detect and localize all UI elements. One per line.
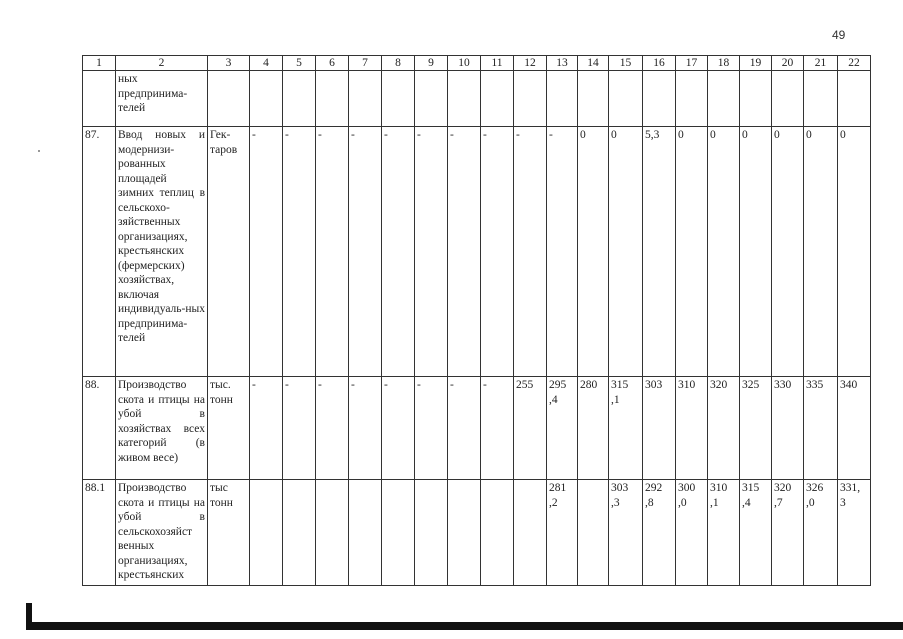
value-cell [316,71,349,127]
value-cell: - [283,377,316,480]
value-cell [415,480,448,586]
value-cell: - [316,377,349,480]
value-cell: - [481,377,514,480]
column-header: 11 [481,56,514,71]
value-cell [804,71,838,127]
data-table [82,55,871,586]
column-header: 7 [349,56,382,71]
row-number-cell [83,71,116,127]
column-header: 2 [116,56,208,71]
value-cell: 303 ,3 [609,480,643,586]
value-cell: 320 ,7 [772,480,804,586]
value-cell [609,71,643,127]
value-cell [643,71,676,127]
value-cell [250,480,283,586]
value-cell [349,480,382,586]
unit-cell: тыс тонн [208,480,250,586]
column-header: 19 [740,56,772,71]
value-cell: 310 [676,377,708,480]
value-cell: 0 [609,127,643,377]
table-row [83,127,871,377]
column-header: 17 [676,56,708,71]
value-cell: - [283,127,316,377]
column-header: 9 [415,56,448,71]
indicator-description-cell: Производство скота и птицы на убой в сельскохозяйст венных организациях, крестьянских [116,480,208,586]
value-cell: 292 ,8 [643,480,676,586]
value-cell: 315 ,4 [740,480,772,586]
value-cell: - [250,377,283,480]
value-cell [708,71,740,127]
value-cell [283,71,316,127]
table-row [83,71,871,127]
value-cell [448,71,481,127]
value-cell [676,71,708,127]
page-number: 49 [832,28,846,42]
row-number-cell: 88. [83,377,116,480]
value-cell: 0 [676,127,708,377]
value-cell [481,71,514,127]
value-cell: - [250,127,283,377]
column-header: 12 [514,56,547,71]
table-row [83,377,871,480]
value-cell [481,480,514,586]
value-cell [578,480,609,586]
value-cell [349,71,382,127]
value-cell: 330 [772,377,804,480]
value-cell: 303 [643,377,676,480]
value-cell: 0 [772,127,804,377]
scan-speck [38,150,40,152]
row-number-cell: 88.1 [83,480,116,586]
column-header: 6 [316,56,349,71]
value-cell: - [382,127,415,377]
value-cell: - [448,127,481,377]
scan-edge-bottom [26,622,903,630]
column-header: 16 [643,56,676,71]
column-header: 18 [708,56,740,71]
column-header: 5 [283,56,316,71]
column-header: 10 [448,56,481,71]
value-cell: 0 [708,127,740,377]
value-cell: - [448,377,481,480]
value-cell [514,480,547,586]
column-header: 15 [609,56,643,71]
value-cell: 0 [740,127,772,377]
value-cell [415,71,448,127]
value-cell [838,71,871,127]
value-cell [514,71,547,127]
value-cell: 325 [740,377,772,480]
value-cell: 300 ,0 [676,480,708,586]
value-cell: 295 ,4 [547,377,578,480]
column-header: 4 [250,56,283,71]
value-cell: 331, 3 [838,480,871,586]
value-cell: 5,3 [643,127,676,377]
value-cell: 281 ,2 [547,480,578,586]
unit-cell: тыс. тонн [208,377,250,480]
column-header: 1 [83,56,116,71]
value-cell: 310 ,1 [708,480,740,586]
value-cell: - [382,377,415,480]
value-cell [283,480,316,586]
value-cell: - [514,127,547,377]
column-header: 8 [382,56,415,71]
indicator-description-cell: Ввод новых и модернизи-рованных площадей зимних теплиц в сельскохо-зяйственных организациях, крестьянских (фермерских) хозяйствах, включая индивидуаль-ных предпринима-телей [116,127,208,377]
value-cell: 0 [578,127,609,377]
value-cell [382,480,415,586]
value-cell [382,71,415,127]
column-header: 14 [578,56,609,71]
value-cell: 326 ,0 [804,480,838,586]
value-cell [250,71,283,127]
table-row [83,480,871,586]
value-cell: 335 [804,377,838,480]
value-cell [740,71,772,127]
value-cell: 315 ,1 [609,377,643,480]
value-cell [448,480,481,586]
column-header: 21 [804,56,838,71]
value-cell: 0 [804,127,838,377]
value-cell: - [349,127,382,377]
indicator-description-cell: Производство скота и птицы на убой в хозяйствах всех категорий (в живом весе) [116,377,208,480]
value-cell: - [481,127,514,377]
row-number-cell: 87. [83,127,116,377]
value-cell: - [415,127,448,377]
value-cell: 0 [838,127,871,377]
column-header: 13 [547,56,578,71]
value-cell [547,71,578,127]
value-cell: - [349,377,382,480]
column-header: 20 [772,56,804,71]
value-cell [772,71,804,127]
value-cell: 340 [838,377,871,480]
table-header-row [83,56,871,71]
value-cell: 320 [708,377,740,480]
value-cell: 255 [514,377,547,480]
value-cell [316,480,349,586]
unit-cell [208,71,250,127]
column-header: 22 [838,56,871,71]
value-cell: - [547,127,578,377]
value-cell [578,71,609,127]
unit-cell: Гек-таров [208,127,250,377]
value-cell: 280 [578,377,609,480]
indicator-description-cell: ных предпринима- телей [116,71,208,127]
column-header: 3 [208,56,250,71]
value-cell: - [316,127,349,377]
value-cell: - [415,377,448,480]
